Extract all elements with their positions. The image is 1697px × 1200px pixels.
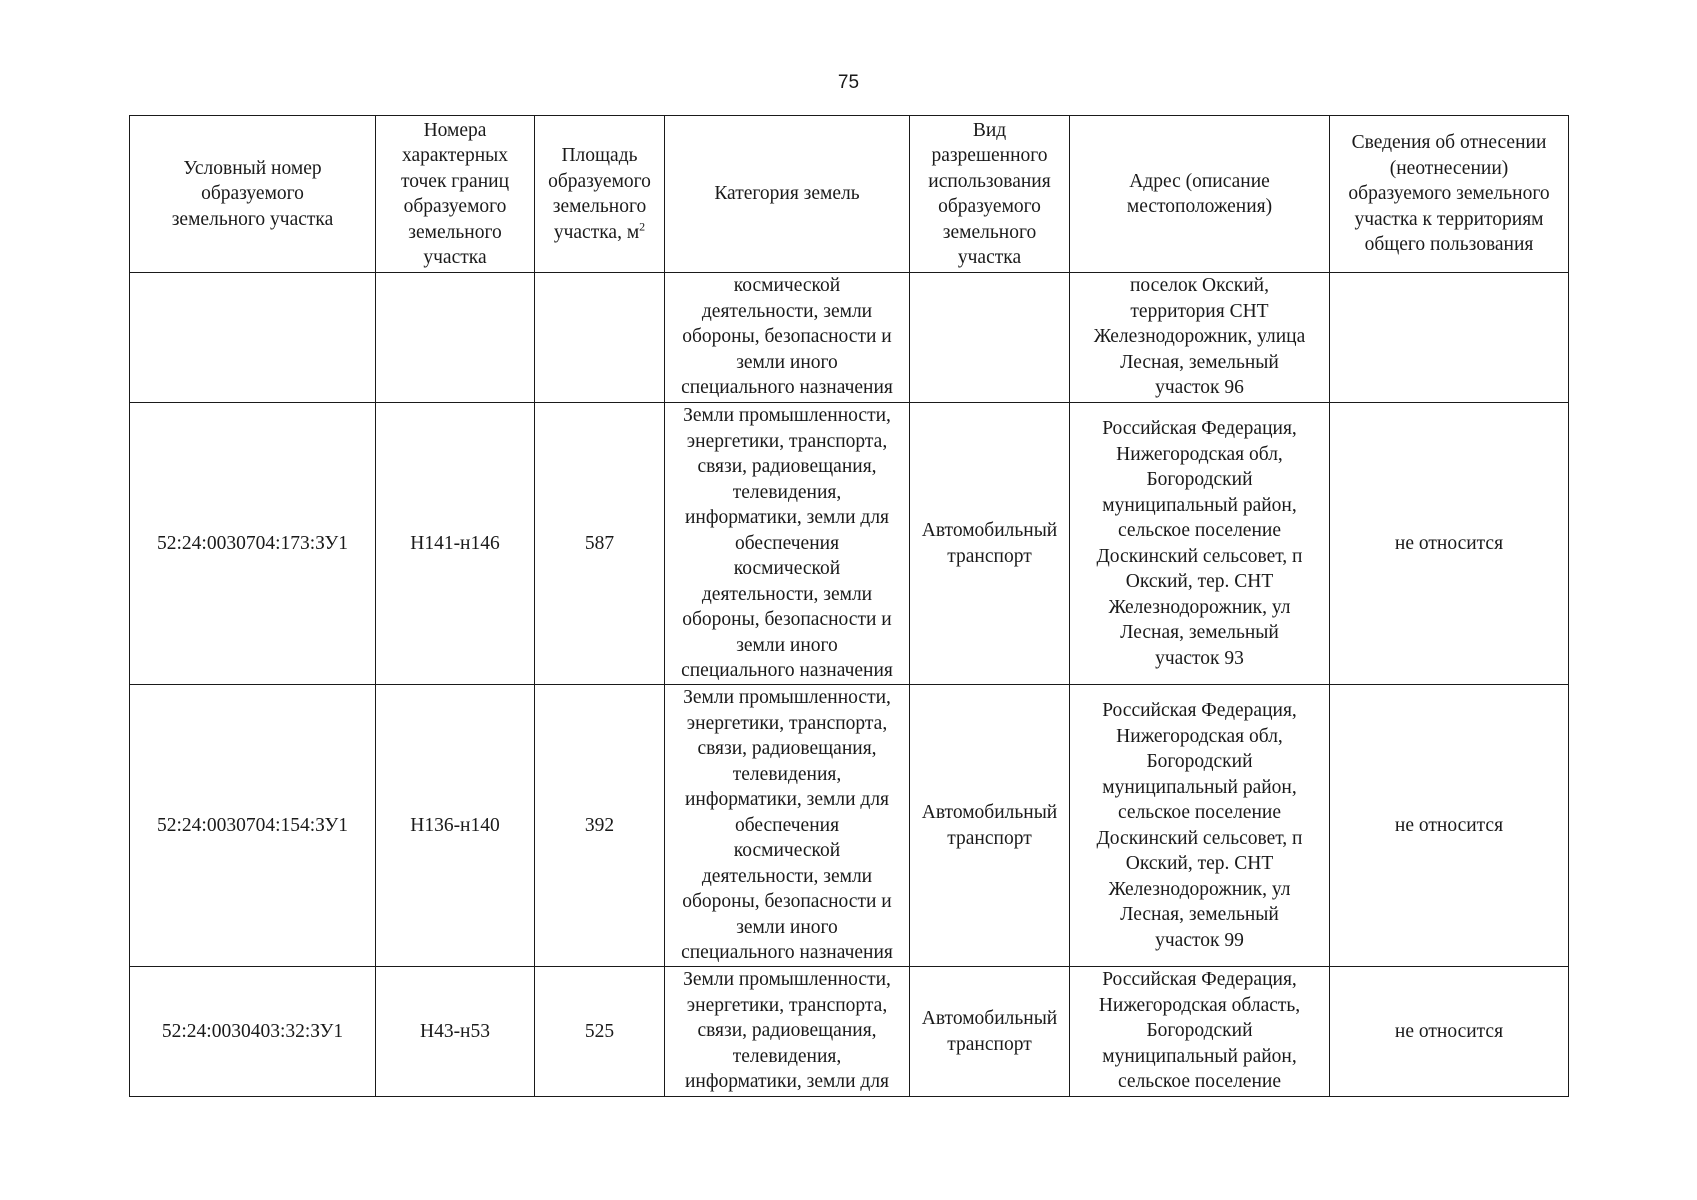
header-row [130,116,1569,273]
cell-public-use: не относится [1330,403,1569,685]
cell-address: Российская Федерация, Нижегородская область, Богородский муниципальный район, сельское поселение [1070,967,1330,1097]
header-area: Площадь образуемого земельного участка, $м^2$ [535,116,665,273]
area-unit-superscript: 2 [639,219,646,233]
header-public-use: Сведения об отнесении (неотнесении) образуемого земельного участка к территориям общего пользования [1330,116,1569,273]
cell-permitted-use: Автомобильный транспорт [910,403,1070,685]
header-permitted-use: Вид разрешенного использования образуемого земельного участка [910,116,1070,273]
page-number: 75 [837,72,860,93]
cell-permitted-use: Автомобильный транспорт [910,685,1070,967]
cell-parcel-number: 52:24:0030403:32:ЗУ1 [130,967,376,1097]
cell-land-category: Земли промышленности, энергетики, транспорта, связи, радиовещания, телевидения, информатики, земли для обеспечения космической деятельности, земли обороны, безопасности и земли иного специального назначения [665,403,910,685]
cell-land-category: Земли промышленности, энергетики, транспорта, связи, радиовещания, телевидения, информатики, земли для [665,967,910,1097]
cell-boundary-points: Н136-н140 [376,685,535,967]
table-row [130,967,1569,1097]
cell-address: Российская Федерация, Нижегородская обл, Богородский муниципальный район, сельское поселение Доскинский сельсовет, п Окский, тер. СНТ Железнодорожник, ул Лесная, земельный участок 99 [1070,685,1330,967]
cell-area: 525 [535,967,665,1097]
cell-address: поселок Окский, территория СНТ Железнодорожник, улица Лесная, земельный участок 96 [1070,273,1330,403]
cell-parcel-number [130,273,376,403]
cell-public-use: не относится [1330,685,1569,967]
header-land-category: Категория земель [665,116,910,273]
cell-public-use: не относится [1330,967,1569,1097]
cell-area: 587 [535,403,665,685]
cell-address: Российская Федерация, Нижегородская обл, Богородский муниципальный район, сельское поселение Доскинский сельсовет, п Окский, тер. СНТ Железнодорожник, ул Лесная, земельный участок 93 [1070,403,1330,685]
cell-land-category: космической деятельности, земли обороны, безопасности и земли иного специального назначения [665,273,910,403]
header-boundary-points: Номера характерных точек границ образуемого земельного участка [376,116,535,273]
table-row [130,403,1569,685]
cell-land-category: Земли промышленности, энергетики, транспорта, связи, радиовещания, телевидения, информатики, земли для обеспечения космической деятельности, земли обороны, безопасности и земли иного специального назначения [665,685,910,967]
cell-permitted-use: Автомобильный транспорт [910,967,1070,1097]
cell-area [535,273,665,403]
header-parcel-number: Условный номер образуемого земельного участка [130,116,376,273]
cell-permitted-use [910,273,1070,403]
cell-parcel-number: 52:24:0030704:154:ЗУ1 [130,685,376,967]
table-header [130,116,1569,273]
table-row [130,685,1569,967]
cell-boundary-points [376,273,535,403]
cell-parcel-number: 52:24:0030704:173:ЗУ1 [130,403,376,685]
parcels-table [129,115,1569,1097]
header-address: Адрес (описание местоположения) [1070,116,1330,273]
cell-boundary-points: Н141-н146 [376,403,535,685]
cell-boundary-points: Н43-н53 [376,967,535,1097]
cell-area: 392 [535,685,665,967]
cell-public-use [1330,273,1569,403]
table-row [130,273,1569,403]
